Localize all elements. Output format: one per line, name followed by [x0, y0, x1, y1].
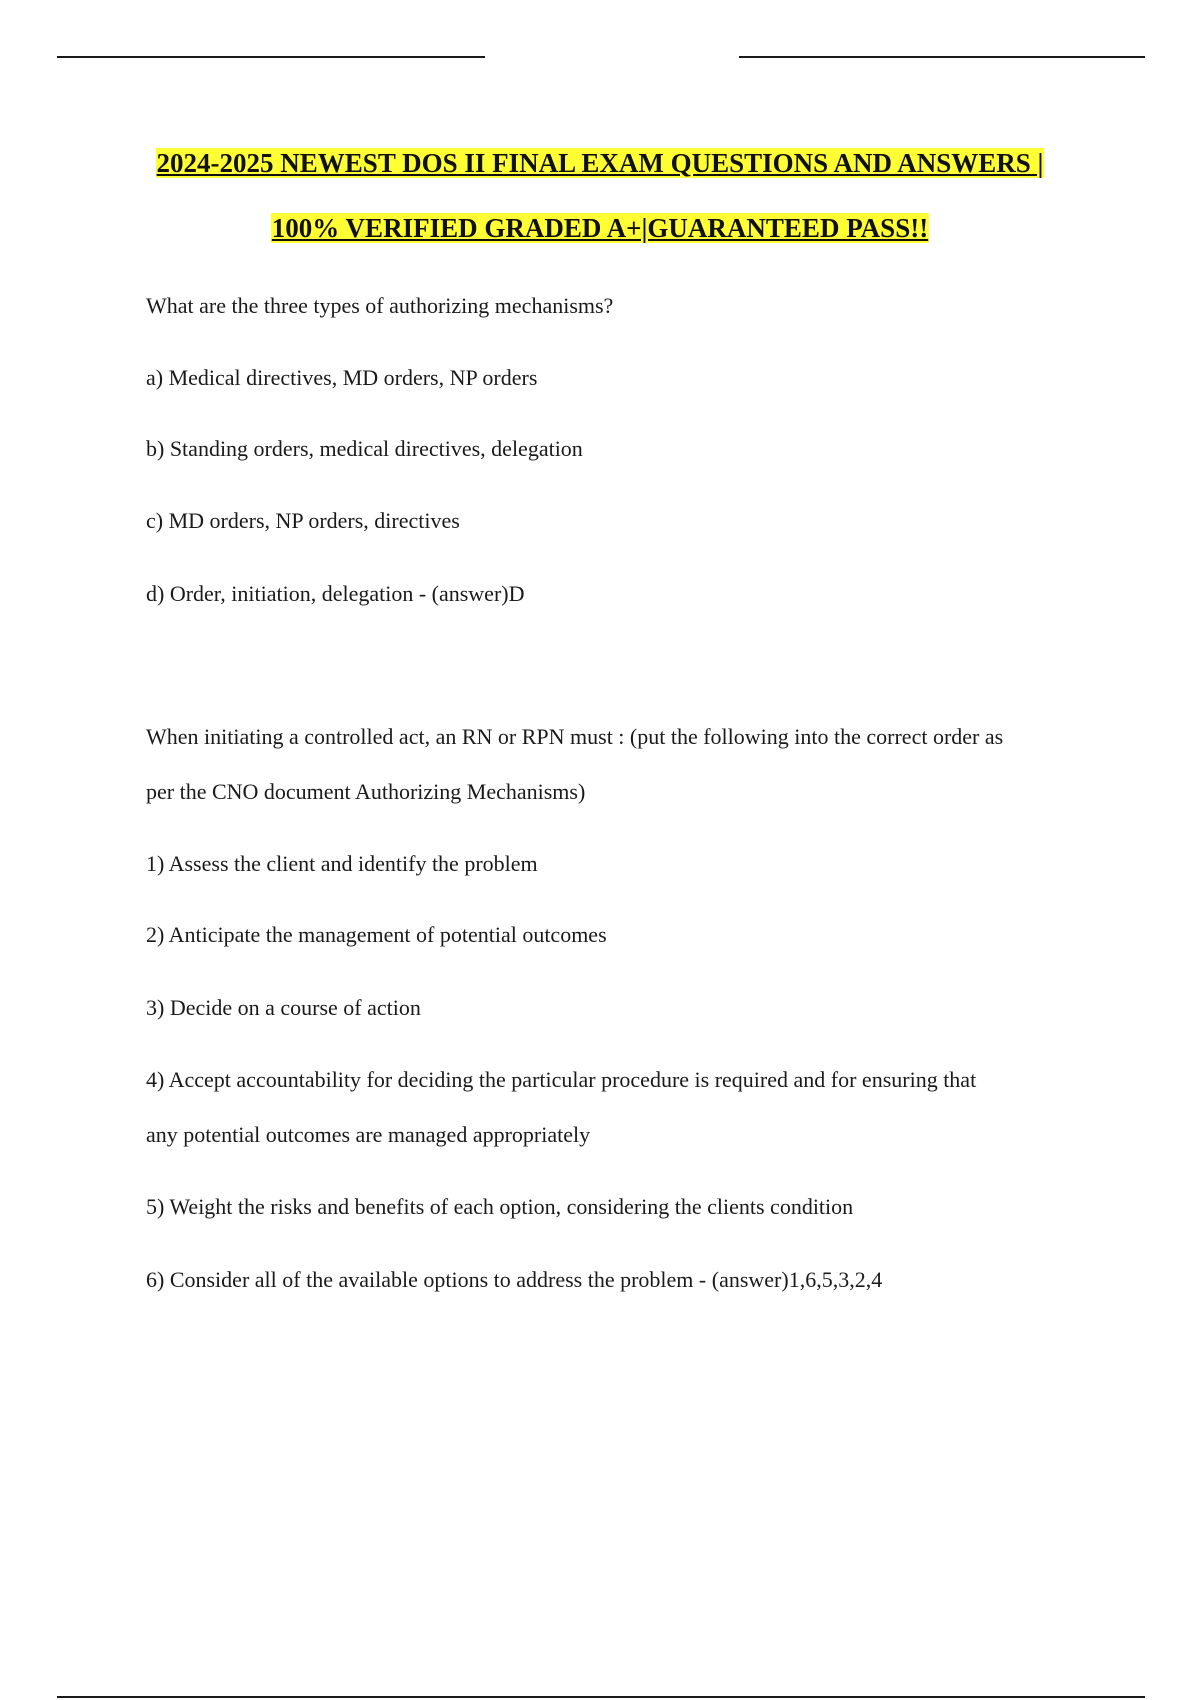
question-2-prompt-line-2: per the CNO document Authorizing Mechanisms) — [146, 779, 586, 804]
document-title-line-1 — [0, 146, 1200, 180]
title-highlight-1: 2024-2025 NEWEST DOS II FINAL EXAM QUESTIONS AND ANSWERS | — [156, 148, 1044, 178]
header-rule-right — [739, 56, 1145, 58]
question-2-step-4-line-1: 4) Accept accountability for deciding the particular procedure is required and for ensuring that — [146, 1067, 977, 1092]
header-rule-left — [57, 56, 485, 58]
question-1-option-d: d) Order, initiation, delegation - (answer)D — [146, 581, 525, 606]
title-highlight-2: 100% VERIFIED GRADED A+|GUARANTEED PASS!! — [271, 213, 929, 243]
question-2-step-2: 2) Anticipate the management of potential outcomes — [146, 922, 607, 947]
question-1-option-a: a) Medical directives, MD orders, NP orders — [146, 365, 538, 390]
question-2-step-5: 5) Weight the risks and benefits of each option, considering the clients condition — [146, 1194, 854, 1219]
question-2-step-4-line-2: any potential outcomes are managed appropriately — [146, 1122, 591, 1147]
question-2-step-3: 3) Decide on a course of action — [146, 995, 421, 1020]
question-2-step-6: 6) Consider all of the available options to address the problem - (answer)1,6,5,3,2,4 — [146, 1267, 883, 1292]
question-1-prompt: What are the three types of authorizing mechanisms? — [146, 293, 614, 318]
document-title-line-2 — [0, 211, 1200, 245]
question-2-prompt-line-1: When initiating a controlled act, an RN or RPN must : (put the following into the correct order as — [146, 724, 1004, 749]
question-1-option-b: b) Standing orders, medical directives, delegation — [146, 436, 583, 461]
question-1-option-c: c) MD orders, NP orders, directives — [146, 508, 460, 533]
question-2-step-1: 1) Assess the client and identify the problem — [146, 851, 538, 876]
footer-rule — [57, 1696, 1145, 1698]
